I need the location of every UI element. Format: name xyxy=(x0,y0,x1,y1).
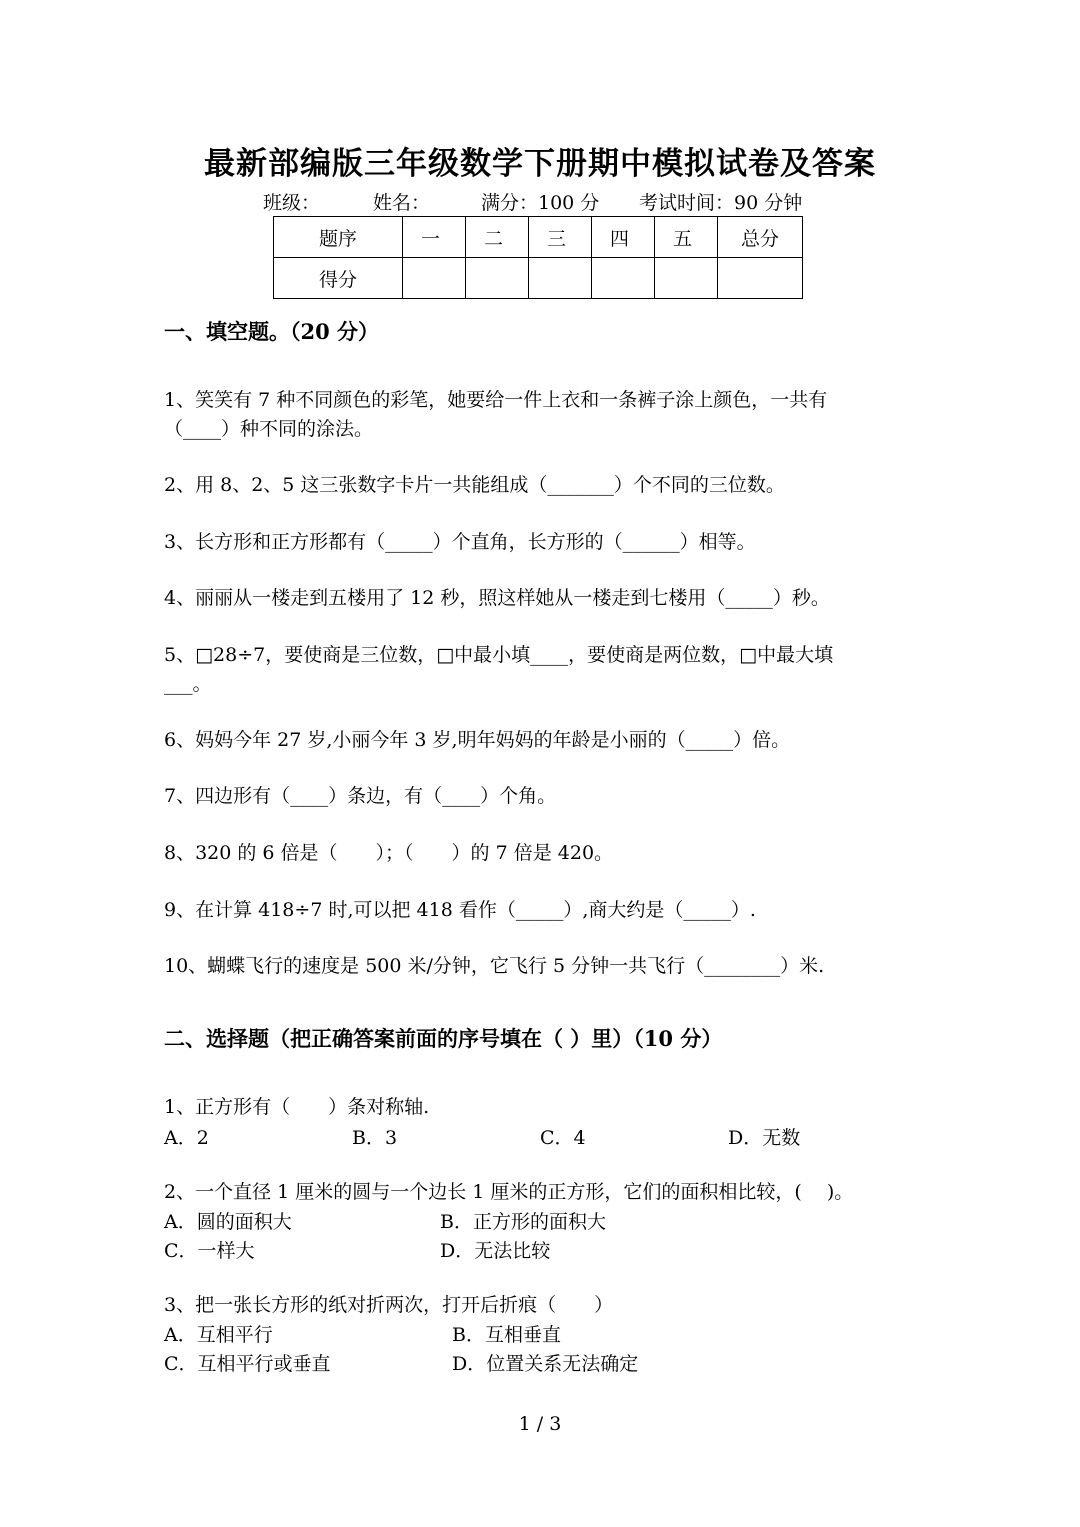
question-2-1 xyxy=(164,1093,924,1122)
question-1-10 xyxy=(164,952,924,981)
question-2-2 xyxy=(164,1178,924,1207)
option-a: A．2 xyxy=(164,1127,209,1149)
full-score: 满分：100 分 xyxy=(481,192,600,214)
section-1-heading: 一、填空题。（20 分） xyxy=(164,319,380,344)
score-cell xyxy=(655,258,718,299)
score-table-header-cell: 四 xyxy=(592,217,655,258)
exam-meta xyxy=(263,188,802,215)
question-text: 4、丽丽从一楼走到五楼用了 12 秒，照这样她从一楼走到七楼用（_____）秒。 xyxy=(164,587,830,609)
question-text: （____）种不同的涂法。 xyxy=(164,418,374,440)
question-text: 1、笑笑有 7 种不同颜色的彩笔，她要给一件上衣和一条裤子涂上颜色，一共有 xyxy=(164,389,828,411)
score-cell xyxy=(592,258,655,299)
question-1-3 xyxy=(164,528,924,557)
question-text: 5、□28÷7，要使商是三位数，□中最小填____，要使商是两位数，□中最大填 xyxy=(164,644,834,666)
question-2-3 xyxy=(164,1291,924,1320)
question-text: 3、把一张长方形的纸对折两次，打开后折痕（ ） xyxy=(164,1294,614,1316)
question-text: 10、蝴蝶飞行的速度是 500 米/分钟，它飞行 5 分钟一共飞行（________）米. xyxy=(164,955,825,977)
question-1-6 xyxy=(164,726,924,755)
option-b: B．3 xyxy=(352,1127,398,1149)
page-number: 1 / 3 xyxy=(518,1413,562,1435)
question-text: 3、长方形和正方形都有（_____）个直角，长方形的（______）相等。 xyxy=(164,531,756,553)
score-table-score-row xyxy=(274,258,803,299)
option-c: C．互相平行或垂直 xyxy=(164,1353,331,1375)
score-cell xyxy=(529,258,592,299)
question-text: 8、320 的 6 倍是（ ）；（ ）的 7 倍是 420。 xyxy=(164,842,614,864)
question-text: 7、四边形有（____）条边，有（____）个角。 xyxy=(164,785,557,807)
exam-time: 考试时间：90 分钟 xyxy=(639,192,803,214)
option-a: A．圆的面积大 xyxy=(164,1211,292,1233)
score-table-header-cell: 二 xyxy=(466,217,529,258)
score-table-header-row xyxy=(274,217,803,258)
score-table-header-cell: 总分 xyxy=(718,217,803,258)
option-d: D．位置关系无法确定 xyxy=(452,1353,639,1375)
option-c: C．4 xyxy=(540,1127,586,1149)
option-b: B．正方形的面积大 xyxy=(440,1211,606,1233)
question-1-5 xyxy=(164,641,924,699)
option-a: A．互相平行 xyxy=(164,1324,273,1346)
score-table-header-cell: 一 xyxy=(403,217,466,258)
score-cell xyxy=(466,258,529,299)
score-cell xyxy=(718,258,803,299)
question-text: 9、在计算 418÷7 时,可以把 418 看作（_____）,商大约是（_____）. xyxy=(164,899,756,921)
score-table-header-cell: 题序 xyxy=(274,217,403,258)
question-text: 2、用 8、2、5 这三张数字卡片一共能组成（_______）个不同的三位数。 xyxy=(164,474,785,496)
question-text: 1、正方形有（ ）条对称轴. xyxy=(164,1096,430,1118)
question-1-8 xyxy=(164,839,924,868)
score-table-header-cell: 三 xyxy=(529,217,592,258)
question-1-9 xyxy=(164,896,924,925)
score-table-header-cell: 五 xyxy=(655,217,718,258)
score-row-label: 得分 xyxy=(274,258,403,299)
class-label: 班级： xyxy=(263,192,321,214)
question-text: 2、一个直径 1 厘米的圆与一个边长 1 厘米的正方形，它们的面积相比较，( )。 xyxy=(164,1181,854,1203)
page-title: 最新部编版三年级数学下册期中模拟试卷及答案 xyxy=(204,146,876,182)
section-2-heading: 二、选择题（把正确答案前面的序号填在（ ）里）（10 分） xyxy=(164,1026,723,1051)
question-text: ___。 xyxy=(164,673,212,695)
name-label: 姓名： xyxy=(373,192,431,214)
option-d: D．无数 xyxy=(728,1127,801,1149)
question-1-4 xyxy=(164,584,924,613)
score-table xyxy=(273,216,803,299)
option-c: C．一样大 xyxy=(164,1240,255,1262)
question-text: 6、妈妈今年 27 岁,小丽今年 3 岁,明年妈妈的年龄是小丽的（_____）倍。 xyxy=(164,729,791,751)
score-cell xyxy=(403,258,466,299)
question-1-2 xyxy=(164,471,924,500)
question-1-1 xyxy=(164,386,924,444)
option-d: D．无法比较 xyxy=(440,1240,551,1262)
question-1-7 xyxy=(164,782,924,811)
option-b: B．互相垂直 xyxy=(452,1324,561,1346)
